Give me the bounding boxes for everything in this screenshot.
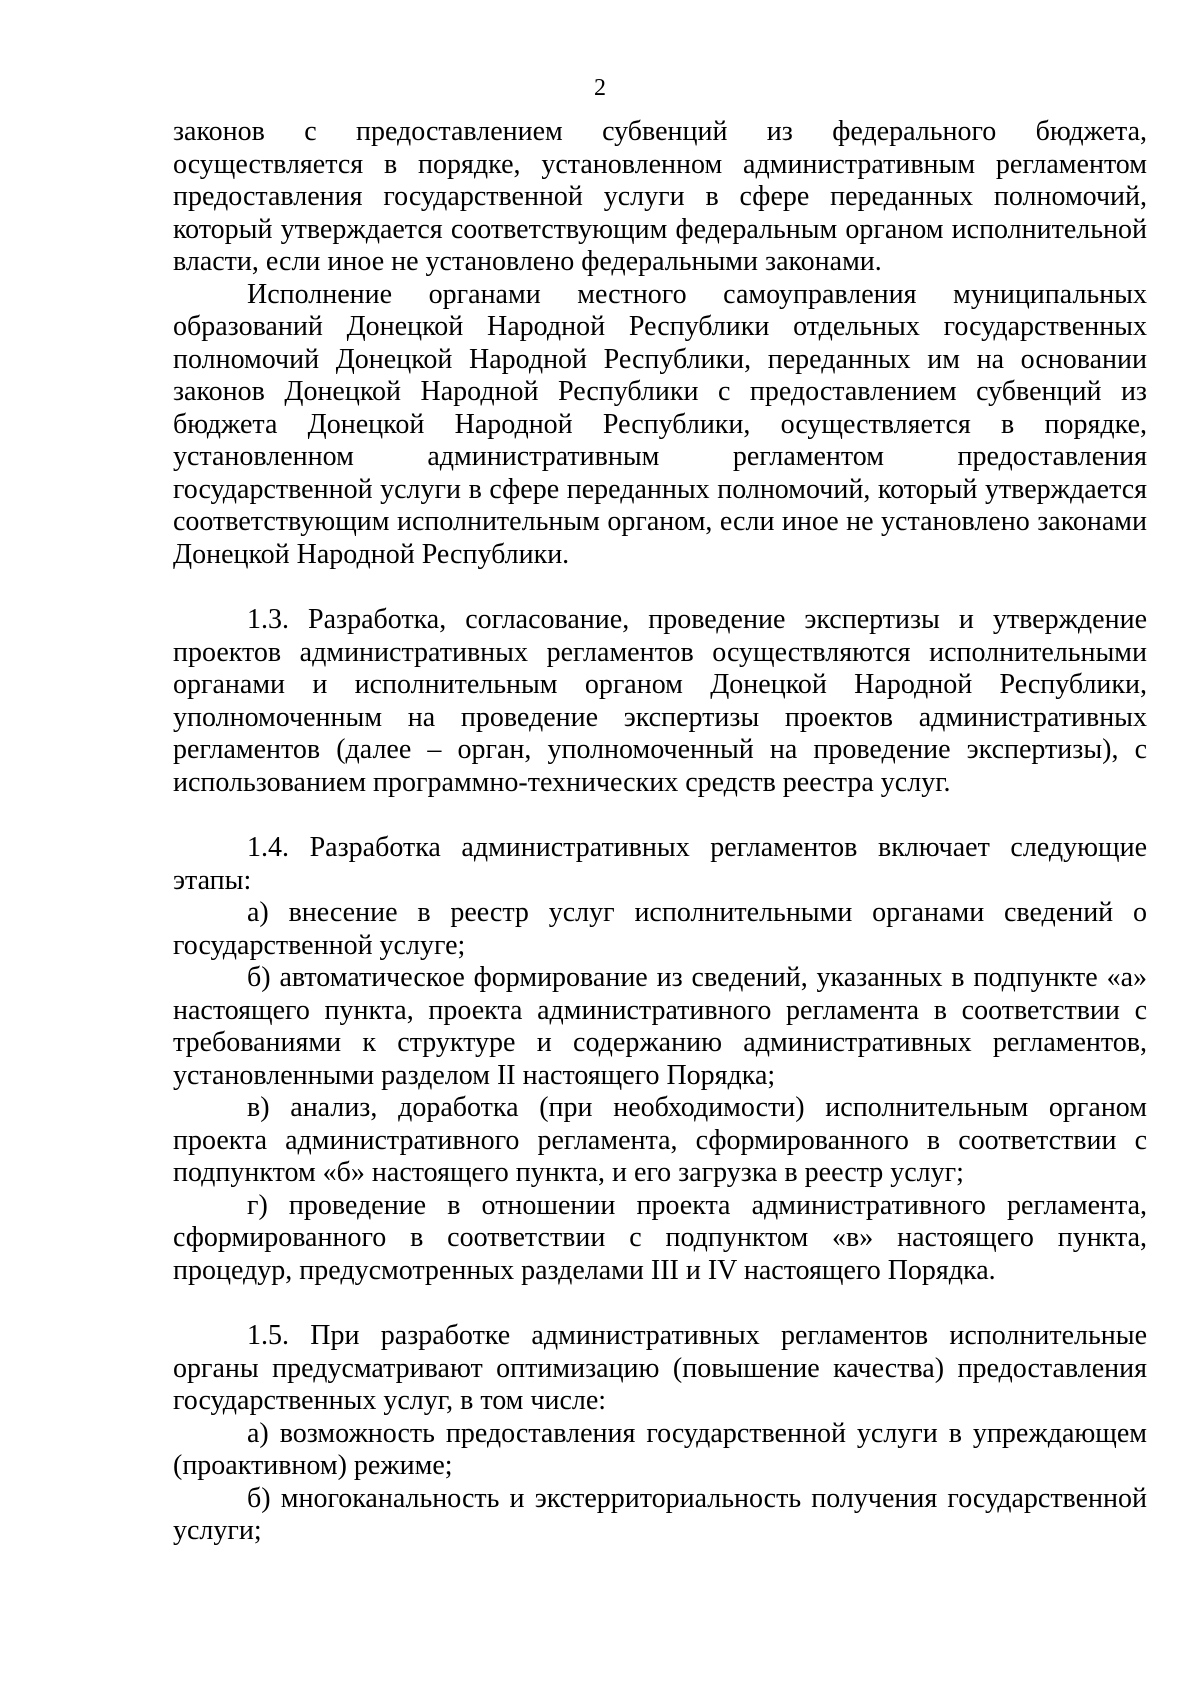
page-number: 2 [594,75,606,101]
paragraph-municipal-powers: Исполнение органами местного самоуправления муниципальных образований Донецкой Народной Республики отдельных государственных полномочий Донецкой Народной Республики, переданных им на основании законов Донецкой Народной Республики с предоставлением субвенций из бюджета Донецкой Народной Республики, осуществляется в порядке, установленном административным регламентом предоставления государственной услуги в сфере переданных полномочий, который утверждается соответствующим исполнительным органом, если иное не установлено законами Донецкой Народной Республики. [173,278,1147,570]
document-body [173,116,1147,1548]
clause-1-4-item-v: в) анализ, доработка (при необходимости) исполнительным органом проекта административного регламента, сформированного в соответствии с подпунктом «б» настоящего пункта, и его загрузка в реестр услуг; [173,1092,1147,1188]
clause-1-5: 1.5. При разработке административных регламентов исполнительные органы предусматривают оптимизацию (повышение качества) предоставления государственных услуг, в том числе: [173,1320,1147,1416]
clause-1-4-item-b: б) автоматическое формирование из сведений, указанных в подпункте «а» настоящего пункта, проекта административного регламента в соответствии с требованиями к структуре и содержанию административных регламентов, установленными разделом II настоящего Порядка; [173,962,1147,1091]
clause-1-4-item-a: а) внесение в реестр услуг исполнительными органами сведений о государственной услуге; [173,897,1147,961]
clause-1-4-item-g: г) проведение в отношении проекта административного регламента, сформированного в соответствии с подпунктом «в» настоящего пункта, процедур, предусмотренных разделами III и IV настоящего Порядка. [173,1189,1147,1286]
clause-1-5-item-b: б) многоканальность и экстерриториальность получения государственной услуги; [173,1482,1147,1546]
clause-1-3: 1.3. Разработка, согласование, проведение экспертизы и утверждение проектов административных регламентов осуществляются исполнительными органами и исполнительным органом Донецкой Народной Республики, уполномоченным на проведение экспертизы проектов административных регламентов (далее – орган, уполномоченный на проведение экспертизы), с использованием программно-технических средств реестра услуг. [173,604,1147,798]
clause-1-4: 1.4. Разработка административных регламентов включает следующие этапы: [173,832,1147,896]
paragraph-continuation: законов с предоставлением субвенций из федерального бюджета, осуществляется в порядке, установленном административным регламентом предоставления государственной услуги в сфере переданных полномочий, который утверждается соответствующим федеральным органом исполнительной власти, если иное не установлено федеральными законами. [173,116,1147,277]
clause-1-5-item-a: а) возможность предоставления государственной услуги в упреждающем (проактивном) режиме; [173,1417,1147,1481]
